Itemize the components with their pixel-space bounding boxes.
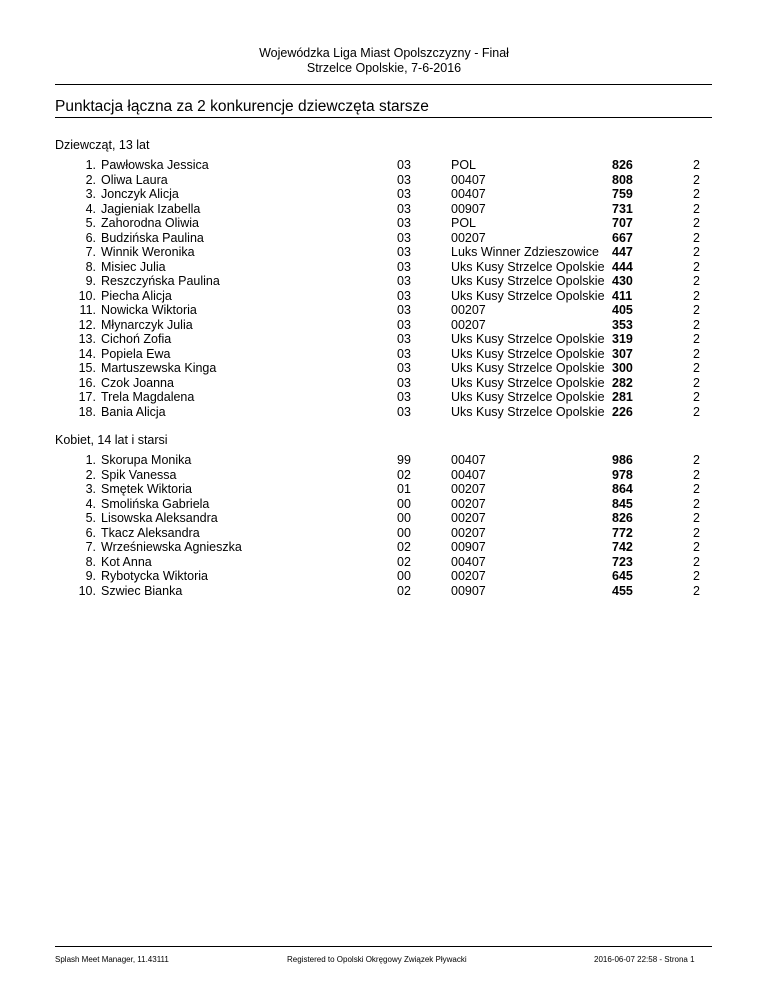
club-cell: 00407 bbox=[451, 172, 486, 187]
name-cell: Zahorodna Oliwia bbox=[101, 216, 199, 230]
points-cell: 353 bbox=[612, 317, 633, 332]
count-cell: 2 bbox=[693, 259, 700, 274]
place-cell: 2. bbox=[85, 172, 96, 187]
points-cell: 319 bbox=[612, 332, 633, 346]
club-cell: POL bbox=[451, 158, 477, 172]
points-cell: 667 bbox=[612, 230, 633, 245]
name-cell: Piecha Alicja bbox=[101, 288, 172, 303]
place-cell: 10. bbox=[78, 583, 96, 598]
count-cell: 2 bbox=[693, 303, 700, 317]
points-cell: 845 bbox=[612, 496, 633, 511]
club-cell: POL bbox=[451, 216, 477, 230]
year-cell: 02 bbox=[397, 583, 411, 598]
club-cell: 00207 bbox=[451, 569, 486, 583]
count-cell: 2 bbox=[693, 496, 700, 511]
place-cell: 4. bbox=[85, 201, 96, 216]
place-cell: 5. bbox=[85, 216, 96, 230]
place-cell: 5. bbox=[85, 511, 96, 525]
footer-software: Splash Meet Manager, 11.43111 bbox=[55, 955, 169, 964]
points-cell: 759 bbox=[612, 187, 633, 201]
name-cell: Martuszewska Kinga bbox=[101, 361, 217, 375]
count-cell: 2 bbox=[693, 511, 700, 525]
club-cell: Uks Kusy Strzelce Opolskie bbox=[451, 288, 605, 303]
year-cell: 01 bbox=[397, 482, 411, 496]
year-cell: 03 bbox=[397, 332, 411, 346]
count-cell: 2 bbox=[693, 317, 700, 332]
club-cell: 00207 bbox=[451, 303, 486, 317]
year-cell: 03 bbox=[397, 259, 411, 274]
count-cell: 2 bbox=[693, 569, 700, 583]
points-cell: 808 bbox=[612, 172, 633, 187]
club-cell: 00407 bbox=[451, 187, 486, 201]
count-cell: 2 bbox=[693, 375, 700, 390]
count-cell: 2 bbox=[693, 453, 700, 467]
name-cell: Pawłowska Jessica bbox=[101, 158, 209, 172]
count-cell: 2 bbox=[693, 274, 700, 288]
year-cell: 03 bbox=[397, 404, 411, 419]
place-cell: 2. bbox=[85, 467, 96, 482]
year-cell: 03 bbox=[397, 303, 411, 317]
club-cell: Luks Winner Zdzieszowice bbox=[451, 245, 599, 259]
place-cell: 6. bbox=[85, 230, 96, 245]
year-cell: 02 bbox=[397, 467, 411, 482]
place-cell: 15. bbox=[78, 361, 96, 375]
club-cell: Uks Kusy Strzelce Opolskie bbox=[451, 361, 605, 375]
place-cell: 17. bbox=[78, 390, 96, 404]
name-cell: Szwiec Bianka bbox=[101, 583, 183, 598]
year-cell: 00 bbox=[397, 511, 411, 525]
footer-divider bbox=[55, 946, 712, 947]
year-cell: 03 bbox=[397, 201, 411, 216]
year-cell: 00 bbox=[397, 496, 411, 511]
page-title: Punktacja łączna za 2 konkurencje dziewczęta starsze bbox=[55, 98, 429, 115]
points-cell: 707 bbox=[612, 216, 633, 230]
club-cell: Uks Kusy Strzelce Opolskie bbox=[451, 274, 605, 288]
place-cell: 1. bbox=[85, 158, 96, 172]
year-cell: 03 bbox=[397, 317, 411, 332]
club-cell: 00207 bbox=[451, 525, 486, 540]
year-cell: 03 bbox=[397, 187, 411, 201]
name-cell: Misiec Julia bbox=[101, 259, 166, 274]
year-cell: 03 bbox=[397, 274, 411, 288]
place-cell: 6. bbox=[85, 525, 96, 540]
club-cell: Uks Kusy Strzelce Opolskie bbox=[451, 390, 605, 404]
place-cell: 7. bbox=[85, 540, 96, 554]
footer-registration: Registered to Opolski Okręgowy Związek Pływacki bbox=[287, 955, 467, 964]
count-cell: 2 bbox=[693, 216, 700, 230]
name-cell: Czok Joanna bbox=[101, 375, 174, 390]
points-cell: 447 bbox=[612, 245, 633, 259]
name-cell: Tkacz Aleksandra bbox=[101, 525, 200, 540]
place-cell: 1. bbox=[85, 453, 96, 467]
points-cell: 645 bbox=[612, 569, 633, 583]
points-cell: 300 bbox=[612, 361, 633, 375]
name-cell: Nowicka Wiktoria bbox=[101, 303, 197, 317]
year-cell: 03 bbox=[397, 158, 411, 172]
points-cell: 978 bbox=[612, 467, 633, 482]
points-cell: 411 bbox=[612, 288, 633, 303]
club-cell: Uks Kusy Strzelce Opolskie bbox=[451, 404, 605, 419]
club-cell: Uks Kusy Strzelce Opolskie bbox=[451, 259, 605, 274]
place-cell: 12. bbox=[78, 317, 96, 332]
name-cell: Smolińska Gabriela bbox=[101, 496, 210, 511]
year-cell: 03 bbox=[397, 288, 411, 303]
title-divider bbox=[55, 117, 712, 118]
club-cell: 00207 bbox=[451, 230, 486, 245]
points-cell: 444 bbox=[612, 259, 633, 274]
points-cell: 864 bbox=[612, 482, 633, 496]
name-cell: Lisowska Aleksandra bbox=[101, 511, 218, 525]
count-cell: 2 bbox=[693, 201, 700, 216]
points-cell: 282 bbox=[612, 375, 633, 390]
year-cell: 02 bbox=[397, 554, 411, 569]
points-cell: 742 bbox=[612, 540, 633, 554]
club-cell: Uks Kusy Strzelce Opolskie bbox=[451, 346, 605, 361]
name-cell: Oliwa Laura bbox=[101, 172, 168, 187]
name-cell: Budzińska Paulina bbox=[101, 230, 204, 245]
year-cell: 03 bbox=[397, 216, 411, 230]
place-cell: 8. bbox=[85, 259, 96, 274]
year-cell: 03 bbox=[397, 172, 411, 187]
count-cell: 2 bbox=[693, 158, 700, 172]
place-cell: 14. bbox=[78, 346, 96, 361]
place-cell: 7. bbox=[85, 245, 96, 259]
count-cell: 2 bbox=[693, 230, 700, 245]
competition-place-date: Strzelce Opolskie, 7-6-2016 bbox=[306, 61, 462, 75]
page-header bbox=[0, 46, 768, 76]
place-cell: 3. bbox=[85, 187, 96, 201]
count-cell: 2 bbox=[693, 554, 700, 569]
points-cell: 405 bbox=[612, 303, 633, 317]
place-cell: 13. bbox=[78, 332, 96, 346]
count-cell: 2 bbox=[693, 172, 700, 187]
points-cell: 307 bbox=[612, 346, 633, 361]
place-cell: 9. bbox=[85, 569, 96, 583]
name-cell: Spik Vanessa bbox=[101, 467, 177, 482]
name-cell: Trela Magdalena bbox=[101, 390, 195, 404]
club-cell: 00407 bbox=[451, 554, 486, 569]
club-cell: Uks Kusy Strzelce Opolskie bbox=[451, 375, 605, 390]
place-cell: 3. bbox=[85, 482, 96, 496]
name-cell: Bania Alicja bbox=[101, 404, 166, 419]
club-cell: 00407 bbox=[451, 453, 486, 467]
name-cell: Wrześniewska Agnieszka bbox=[101, 540, 242, 554]
club-cell: 00907 bbox=[451, 583, 486, 598]
count-cell: 2 bbox=[693, 390, 700, 404]
count-cell: 2 bbox=[693, 346, 700, 361]
count-cell: 2 bbox=[693, 361, 700, 375]
year-cell: 03 bbox=[397, 361, 411, 375]
points-cell: 281 bbox=[612, 390, 633, 404]
name-cell: Jagieniak Izabella bbox=[101, 201, 201, 216]
name-cell: Skorupa Monika bbox=[101, 453, 192, 467]
place-cell: 11. bbox=[79, 303, 96, 317]
year-cell: 03 bbox=[397, 230, 411, 245]
year-cell: 99 bbox=[397, 453, 411, 467]
section-title-13: Dziewcząt, 13 lat bbox=[55, 138, 150, 152]
count-cell: 2 bbox=[693, 245, 700, 259]
club-cell: Uks Kusy Strzelce Opolskie bbox=[451, 332, 605, 346]
year-cell: 03 bbox=[397, 390, 411, 404]
year-cell: 03 bbox=[397, 245, 411, 259]
points-cell: 826 bbox=[612, 511, 633, 525]
club-cell: 00907 bbox=[451, 540, 486, 554]
header-divider bbox=[55, 84, 712, 85]
year-cell: 00 bbox=[397, 569, 411, 583]
name-cell: Winnik Weronika bbox=[101, 245, 195, 259]
place-cell: 18. bbox=[78, 404, 96, 419]
name-cell: Smętek Wiktoria bbox=[101, 482, 192, 496]
name-cell: Młynarczyk Julia bbox=[101, 317, 193, 332]
name-cell: Cichoń Zofia bbox=[101, 332, 172, 346]
club-cell: 00407 bbox=[451, 467, 486, 482]
name-cell: Kot Anna bbox=[101, 554, 152, 569]
club-cell: 00207 bbox=[451, 482, 486, 496]
name-cell: Rybotycka Wiktoria bbox=[101, 569, 208, 583]
points-cell: 772 bbox=[612, 525, 633, 540]
name-cell: Reszczyńska Paulina bbox=[101, 274, 220, 288]
points-cell: 430 bbox=[612, 274, 633, 288]
count-cell: 2 bbox=[693, 467, 700, 482]
name-cell: Popiela Ewa bbox=[101, 346, 171, 361]
club-cell: 00207 bbox=[451, 317, 486, 332]
section-title-14-plus: Kobiet, 14 lat i starsi bbox=[55, 433, 168, 447]
points-cell: 455 bbox=[612, 583, 633, 598]
count-cell: 2 bbox=[693, 187, 700, 201]
year-cell: 00 bbox=[397, 525, 411, 540]
count-cell: 2 bbox=[693, 404, 700, 419]
place-cell: 4. bbox=[85, 496, 96, 511]
count-cell: 2 bbox=[693, 583, 700, 598]
competition-name: Wojewódzka Liga Miast Opolszczyzny - Finał bbox=[259, 46, 509, 60]
points-cell: 226 bbox=[612, 404, 633, 419]
points-cell: 986 bbox=[612, 453, 633, 467]
points-cell: 731 bbox=[612, 201, 633, 216]
year-cell: 03 bbox=[397, 375, 411, 390]
footer-date-page: 2016-06-07 22:58 - Strona 1 bbox=[594, 955, 695, 964]
club-cell: 00907 bbox=[451, 201, 486, 216]
count-cell: 2 bbox=[693, 482, 700, 496]
place-cell: 8. bbox=[85, 554, 96, 569]
club-cell: 00207 bbox=[451, 496, 486, 511]
place-cell: 10. bbox=[78, 288, 96, 303]
count-cell: 2 bbox=[693, 332, 700, 346]
count-cell: 2 bbox=[693, 525, 700, 540]
year-cell: 02 bbox=[397, 540, 411, 554]
place-cell: 16. bbox=[78, 375, 96, 390]
points-cell: 723 bbox=[612, 554, 633, 569]
place-cell: 9. bbox=[85, 274, 96, 288]
club-cell: 00207 bbox=[451, 511, 486, 525]
year-cell: 03 bbox=[397, 346, 411, 361]
count-cell: 2 bbox=[693, 288, 700, 303]
name-cell: Jonczyk Alicja bbox=[101, 187, 179, 201]
count-cell: 2 bbox=[693, 540, 700, 554]
points-cell: 826 bbox=[612, 158, 633, 172]
